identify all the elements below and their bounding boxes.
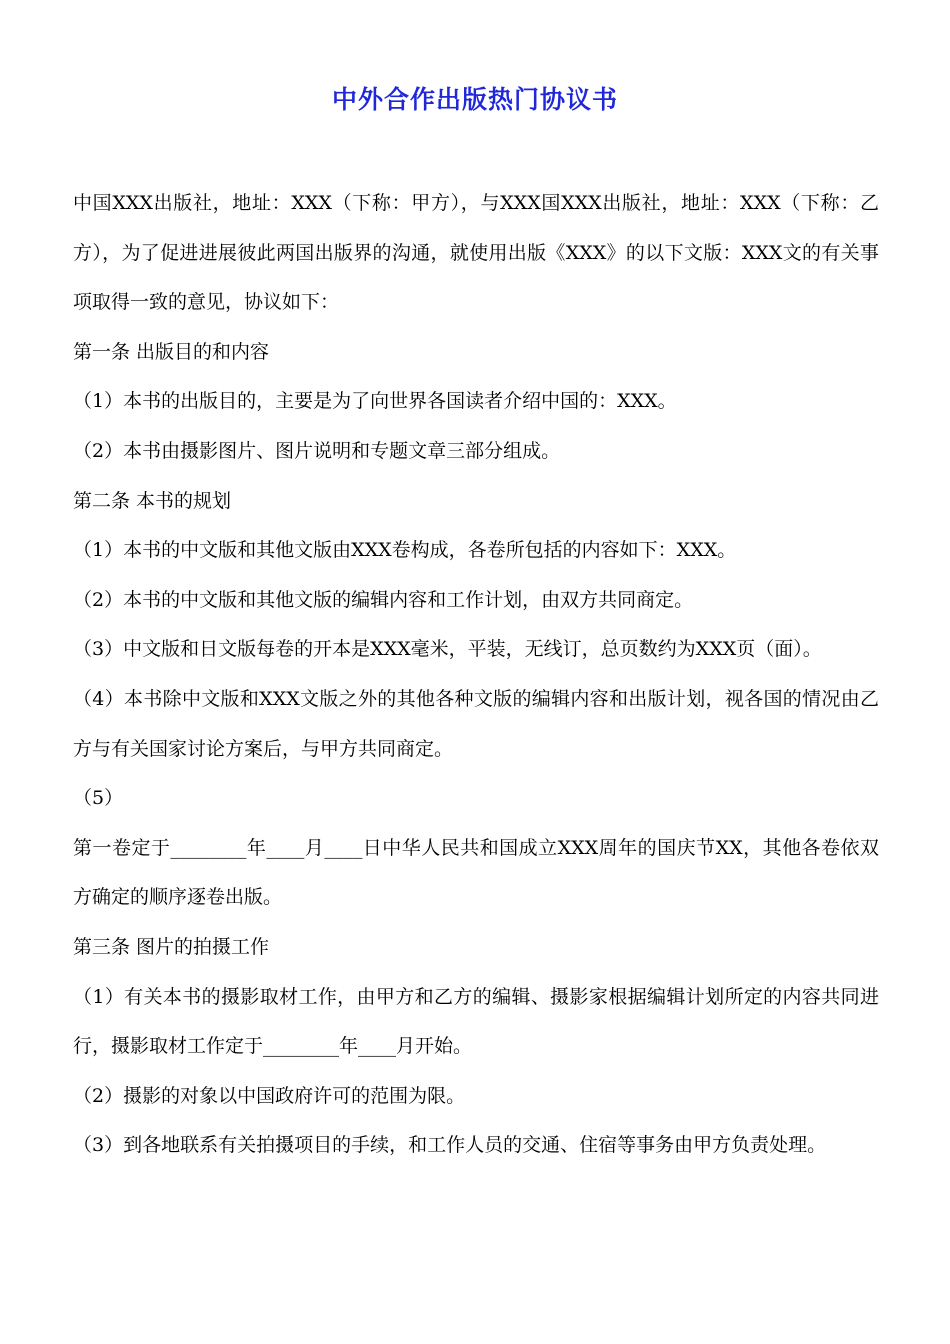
article-3-clause-1: （1）有关本书的摄影取材工作，由甲方和乙方的编辑、摄影家根据编辑计划所定的内容共同进行，摄影取材工作定于________年____月开始。: [73, 985, 879, 1058]
article-1-clause-1: （1）本书的出版目的，主要是为了向世界各国读者介绍中国的：XXX。: [73, 390, 677, 413]
article-2-clause-1: （1）本书的中文版和其他文版由XXX卷构成，各卷所包括的内容如下：XXX。: [73, 539, 737, 562]
article-1-heading: 第一条 出版目的和内容: [73, 340, 270, 363]
document-body: [73, 179, 879, 1171]
article-3-heading: 第三条 图片的拍摄工作: [73, 935, 270, 958]
intro-paragraph: 中国XXX出版社，地址：XXX（下称：甲方），与XXX国XXX出版社，地址：XXX（下称：乙方），为了促进进展彼此两国出版界的沟通，就使用出版《XXX》的以下文版：XXX文的有关事项取得一致的意见，协议如下：: [73, 192, 879, 314]
article-3-clause-2: （2）摄影的对象以中国政府许可的范围为限。: [73, 1084, 466, 1107]
article-1-clause-2: （2）本书由摄影图片、图片说明和专题文章三部分组成。: [73, 439, 561, 462]
document-title: 中外合作出版热门协议书: [331, 85, 618, 114]
article-2-clause-4: （4）本书除中文版和XXX文版之外的其他各种文版的编辑内容和出版计划，视各国的情况由乙方与有关国家讨论方案后，与甲方共同商定。: [73, 687, 879, 760]
article-2-clause-5: （5）: [73, 787, 124, 810]
article-2-clause-2: （2）本书的中文版和其他文版的编辑内容和工作计划，由双方共同商定。: [73, 588, 694, 611]
article-2-clause-5-text: 第一卷定于________年____月____日中华人民共和国成立XXX周年的国庆节XX，其他各卷依双方确定的顺序逐卷出版。: [73, 836, 879, 909]
article-3-clause-3: （3）到各地联系有关拍摄项目的手续，和工作人员的交通、住宿等事务由甲方负责处理。: [73, 1134, 827, 1157]
article-2-clause-3: （3）中文版和日文版每卷的开本是XXX毫米，平装，无线订，总页数约为XXX页（面）。: [73, 638, 822, 661]
article-2-heading: 第二条 本书的规划: [73, 489, 232, 512]
